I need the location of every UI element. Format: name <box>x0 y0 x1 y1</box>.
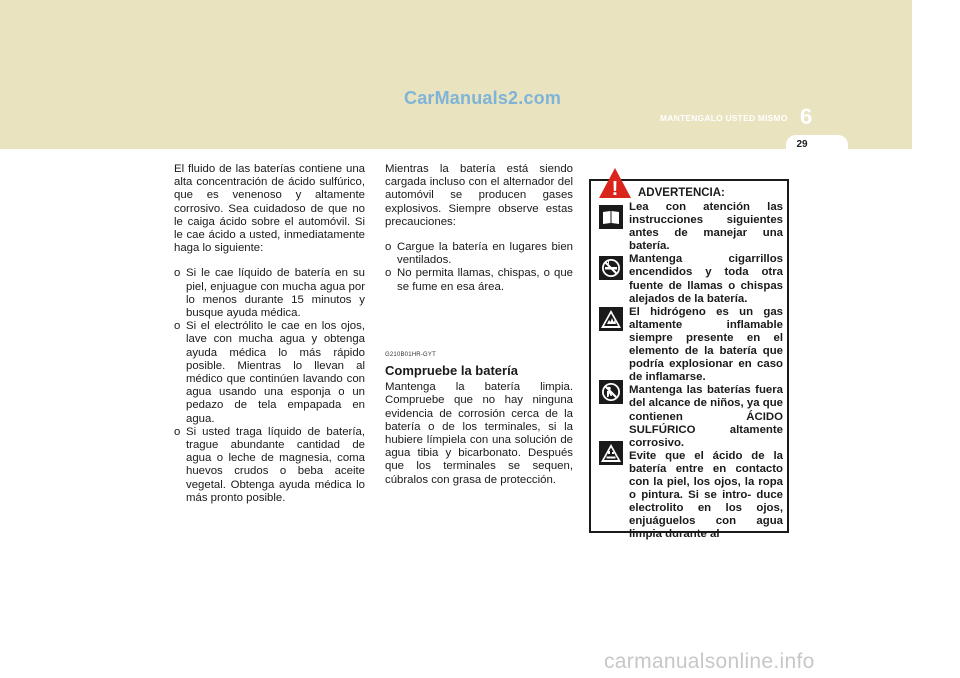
footer-watermark[interactable]: carmanualsonline.info <box>604 650 815 673</box>
warning-title: ADVERTENCIA: <box>638 187 725 199</box>
bullet: o <box>385 241 392 254</box>
acid-warning-intro: El fluido de las baterías contiene una alta concentración de ácido sulfúrico, que es venenoso y altamente corrosivo. Sea cuidadoso de que no le caiga ácido sobre el automóvil. Si le cae ácido a usted, inmediatamente haga lo siguiente: <box>174 163 365 255</box>
left-column <box>174 163 365 505</box>
list-item <box>385 241 573 267</box>
list-item-text: Si usted traga líquido de batería, trague abundante cantidad de agua o leche de magnesia, coma huevos crudos o beba aceite vegetal. Obtenga ayuda médica lo más pronto posible. <box>186 425 365 504</box>
chapter-title: MANTENGALO USTED MISMO <box>660 113 788 123</box>
section-body: Mantenga la batería limpia. Compruebe que no hay ninguna evidencia de corrosión cerca de la batería o de los terminales, si la hubiere límpiela con una solución de agua tibia y bicarbonato. Después que los terminales se sequen, cúbralos con grasa de protección. <box>385 381 573 486</box>
chapter-number: 6 <box>800 104 813 129</box>
warning-paragraph: Mantenga cigarrillos encendidos y toda otra fuente de llamas o chispas alejados de la batería. <box>629 253 783 305</box>
acid-first-aid-list <box>174 267 365 505</box>
corrosive-acid-icon <box>599 441 623 465</box>
middle-column <box>385 163 573 487</box>
keep-away-children-icon <box>599 380 623 404</box>
list-item <box>174 320 365 426</box>
list-item-text: Si le cae líquido de batería en su piel, enjuague con mucha agua por lo menos durante 15 minutos y busque ayuda médica. <box>186 267 365 320</box>
warning-paragraph: Mantenga las baterías fuera del alcance de niños, ya que contienen ÁCIDO SULFÚRICO altamente corrosivo. <box>629 384 783 449</box>
warning-badge-glyph: ! <box>611 178 619 199</box>
list-item <box>174 267 365 320</box>
page-number: 29 <box>796 139 808 150</box>
list-item <box>174 426 365 505</box>
list-item-text: No permita llamas, chispas, o que se fume en esa área. <box>397 267 573 293</box>
warning-paragraph: Lea con atención las instrucciones siguientes antes de manejar una batería. <box>629 201 783 253</box>
charging-precautions-list <box>385 241 573 294</box>
brand-watermark[interactable]: CarManuals2.com <box>404 88 562 108</box>
warning-badge-icon <box>598 167 632 199</box>
charging-intro: Mientras la batería está siendo cargada incluso con el alternador del automóvil se producen gases explosivos. Siempre observe estas precauciones: <box>385 163 573 228</box>
warning-text <box>629 201 783 541</box>
explosive-gas-icon <box>599 307 623 331</box>
warning-box <box>589 179 789 541</box>
warning-paragraph: El hidrógeno es un gas altamente inflamable siempre presente en el elemento de la batería que podría explosionar en caso de inflamarse. <box>629 305 783 384</box>
section-title: Compruebe la batería <box>385 363 518 379</box>
warning-paragraph: Evite que el ácido de la batería entre en contacto con la piel, los ojos, la ropa o pintura. Si se intro- duce electrolito en los ojos, enjuáguelos con agua limpia durante al <box>629 449 783 541</box>
bullet: o <box>174 425 181 438</box>
no-smoking-icon <box>599 256 623 280</box>
bullet: o <box>385 267 392 280</box>
list-item-text: Si el electrólito le cae en los ojos, lave con mucha agua y obtenga ayuda médica lo más rápido posible. Mientras lo llevan al médico que continúen lavando con agua usando una esponja o un pedazo de tela empapada en agua. <box>186 320 365 425</box>
section-code: G210B01HR-GYT <box>385 351 436 358</box>
read-manual-icon <box>599 205 623 229</box>
page-header <box>0 0 912 149</box>
bullet: o <box>174 320 181 333</box>
list-item <box>385 267 573 293</box>
list-item-text: Cargue la batería en lugares bien ventilados. <box>397 241 573 267</box>
bullet: o <box>174 267 181 280</box>
